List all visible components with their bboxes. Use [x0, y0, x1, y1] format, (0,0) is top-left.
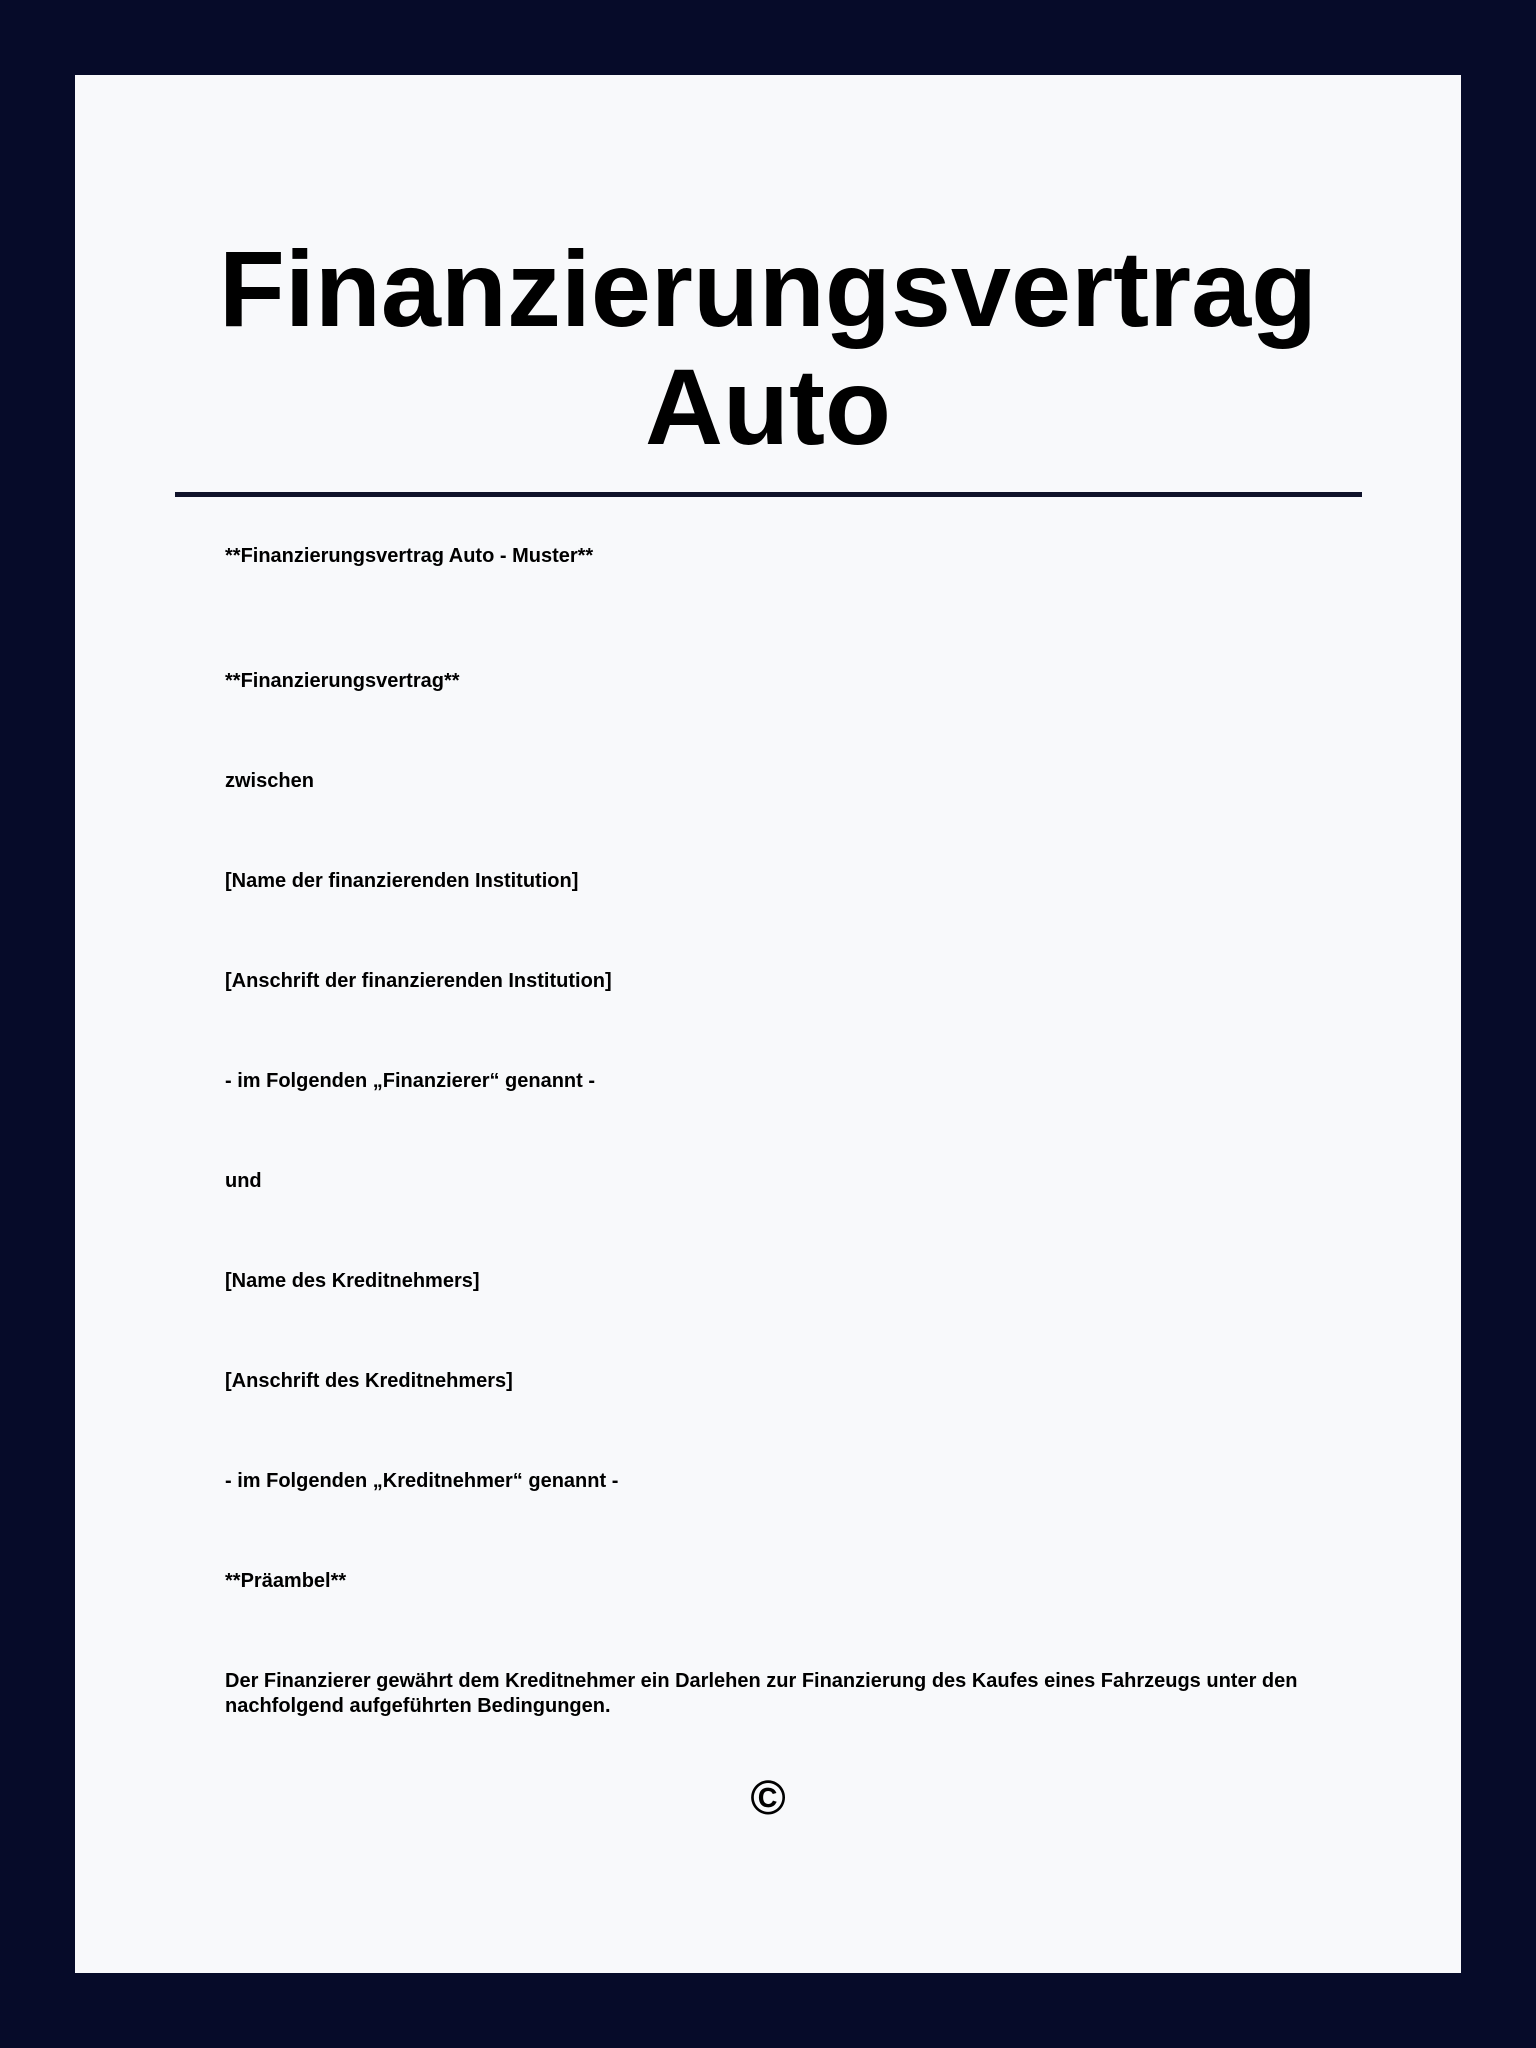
and-label: und	[225, 1170, 262, 1192]
preamble-text: Der Finanzierer gewährt dem Kreditnehmer ein Darlehen zur Finanzierung des Kaufes eines Fahrzeugs unter den nachfolgend aufgeführten Bedingungen.	[225, 1670, 1298, 1717]
borrower-designation: - im Folgenden „Kreditnehmer“ genannt -	[225, 1470, 619, 1492]
lender-designation: - im Folgenden „Finanzierer“ genannt -	[225, 1070, 596, 1092]
document-title	[75, 230, 1461, 466]
document-subtitle: **Finanzierungsvertrag Auto - Muster**	[225, 545, 594, 567]
lender-address-placeholder: [Anschrift der finanzierenden Institution]	[225, 970, 612, 992]
lender-name-placeholder: [Name der finanzierenden Institution]	[225, 870, 579, 892]
title-line-2: Auto	[645, 346, 891, 467]
preamble-heading: **Präambel**	[225, 1570, 347, 1592]
borrower-address-placeholder: [Anschrift des Kreditnehmers]	[225, 1370, 513, 1392]
borrower-name-placeholder: [Name des Kreditnehmers]	[225, 1270, 480, 1292]
title-divider	[175, 492, 1362, 497]
title-line-1: Finanzierungsvertrag	[218, 228, 1318, 349]
copyright-symbol: ©	[750, 1772, 786, 1825]
document-page	[75, 75, 1461, 1973]
contract-heading: **Finanzierungsvertrag**	[225, 670, 460, 692]
between-label: zwischen	[225, 770, 314, 792]
